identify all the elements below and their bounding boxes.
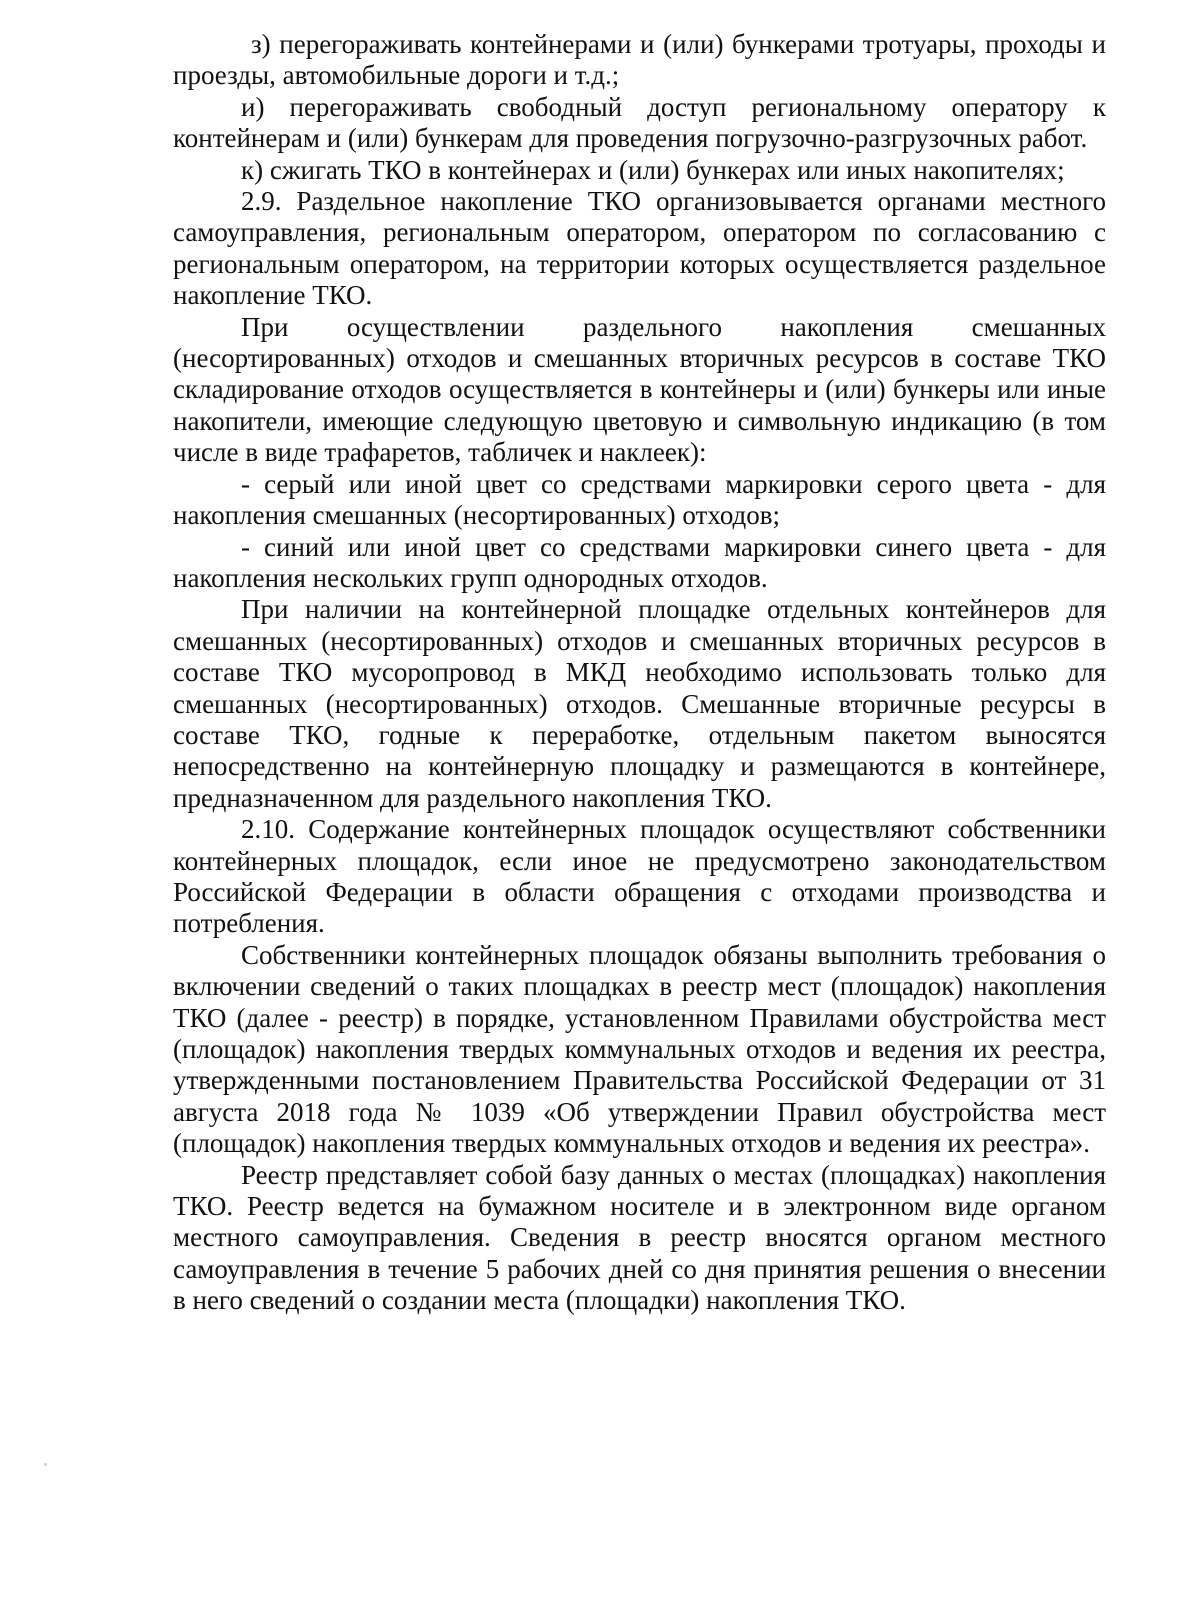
- list-item-blue-container: - синий или иной цвет со средствами маркировки синего цвета - для накопления нескольких групп однородных отходов.: [173, 531, 1106, 593]
- paragraph-garbage-chute: При наличии на контейнерной площадке отдельных контейнеров для смешанных (несортированных) отходов и смешанных вторичных ресурсов в составе ТКО мусоропровод в МКД необходимо использовать только для смешанных (несортированных) отходов. Смешанные вторичные ресурсы в составе ТКО, годные к переработке, отдельным пакетом выносятся непосредственно на контейнерную площадку и размещаются в контейнере, предназначенном для раздельного накопления ТКО.: [173, 594, 1106, 813]
- document-body: [173, 29, 1106, 1317]
- paragraph-owners-obligations: Собственники контейнерных площадок обязаны выполнить требования о включении сведений о таких площадках в реестр мест (площадок) накопления ТКО (далее - реестр) в порядке, установленном Правилами обустройства мест (площадок) накопления твердых коммунальных отходов и ведения их реестра, утвержденными постановлением Правительства Российской Федерации от 31 августа 2018 года № 1039 «Об утверждении Правил обустройства мест (площадок) накопления твердых коммунальных отходов и ведения их реестра».: [173, 939, 1106, 1159]
- paragraph-2-10: 2.10. Содержание контейнерных площадок осуществляют собственники контейнерных площадок, если иное не предусмотрено законодательством Российской Федерации в области обращения с отходами производства и потребления.: [173, 814, 1106, 939]
- paragraph-item-k: к) сжигать ТКО в контейнерах и (или) бункерах или иных накопителях;: [241, 154, 1065, 185]
- paragraph-separate-accumulation: При осуществлении раздельного накопления смешанных (несортированных) отходов и смешанных вторичных ресурсов в составе ТКО складирование отходов осуществляется в контейнеры и (или) бункеры или иные накопители, имеющие следующую цветовую и символьную индикацию (в том числе в виде трафаретов, табличек и наклеек):: [173, 311, 1106, 468]
- list-item-gray-container: - серый или иной цвет со средствами маркировки серого цвета - для накопления смешанных (несортированных) отходов;: [173, 468, 1106, 531]
- paragraph-registry: Реестр представляет собой базу данных о местах (площадках) накопления ТКО. Реестр ведется на бумажном носителе и в электронном виде органом местного самоуправления. Сведения в реестр вносятся органом местного самоуправления в течение 5 рабочих дней со дня принятия решения о внесении в него сведений о создании места (площадки) накопления ТКО.: [173, 1159, 1106, 1316]
- paragraph-item-z: з) перегораживать контейнерами и (или) бункерами тротуары, проходы и проезды, автомобильные дороги и т.д.;: [173, 29, 1106, 91]
- paragraph-item-i: и) перегораживать свободный доступ региональному оператору к контейнерам и (или) бункерам для проведения погрузочно-разгрузочных работ.: [173, 91, 1106, 154]
- scan-artifact: [44, 1463, 47, 1466]
- paragraph-2-9: 2.9. Раздельное накопление ТКО организовывается органами местного самоуправления, региональным оператором, оператором по согласованию с региональным оператором, на территории которых осуществляется раздельное накопление ТКО.: [173, 186, 1106, 311]
